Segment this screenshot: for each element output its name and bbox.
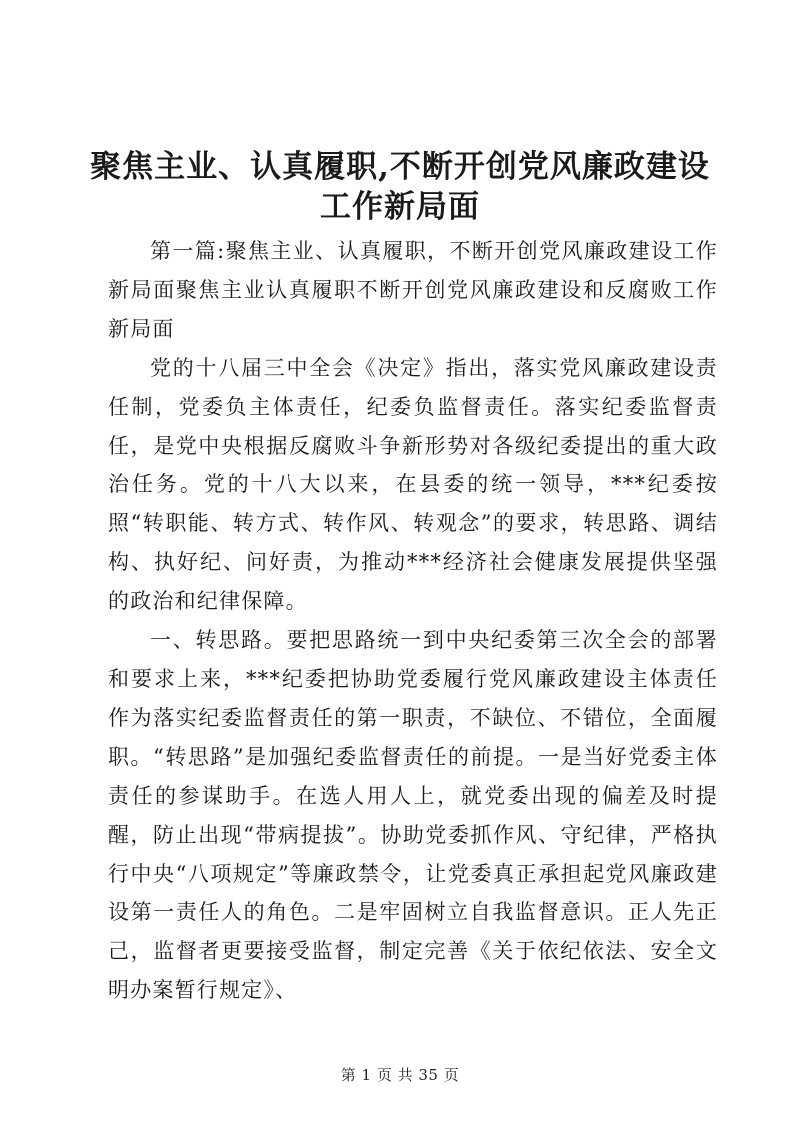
- paragraph-section-one: 一、转思路。要把思路统一到中央纪委第三次全会的部署和要求上来，***纪委把协助党委履行党风廉政建设主体责任作为落实纪委监督责任的第一职责，不缺位、不错位，全面履职。“转思路”是加强纪委监督责任的前提。一是当好党委主体责任的参谋助手。在选人用人上，就党委出现的偏差及时提醒，防止出现“带病提拔”。协助党委抓作风、守纪律，严格执行中央“八项规定”等廉政禁令，让党委真正承担起党风廉政建设第一责任人的角色。二是牢固树立自我监督意识。正人先正己，监督者更要接受监督，制定完善《关于依纪依法、安全文明办案暂行规定》、: [108, 628, 718, 1003]
- paragraph-intro: 第一篇:聚焦主业、认真履职，不断开创党风廉政建设工作新局面聚焦主业认真履职不断开创党风廉政建设和反腐败工作新局面: [108, 239, 718, 341]
- page-number-footer: 第 1 页 共 35 页: [340, 1066, 460, 1084]
- document-title-line-2: 工作新局面: [320, 189, 480, 225]
- document-title-line-1: 聚焦主业、认真履职,不断开创党风廉政建设: [90, 149, 710, 185]
- document-body: [108, 232, 718, 1010]
- paragraph-decision: 党的十八届三中全会《决定》指出，落实党风廉政建设责任制，党委负主体责任，纪委负监督责任。落实纪委监督责任，是党中央根据反腐败斗争新形势对各级纪委提出的重大政治任务。党的十八大以来，在县委的统一领导，***纪委按照“转职能、转方式、转作风、转观念”的要求，转思路、调结构、执好纪、问好责，为推动***经济社会健康发展提供坚强的政治和纪律保障。: [108, 355, 718, 614]
